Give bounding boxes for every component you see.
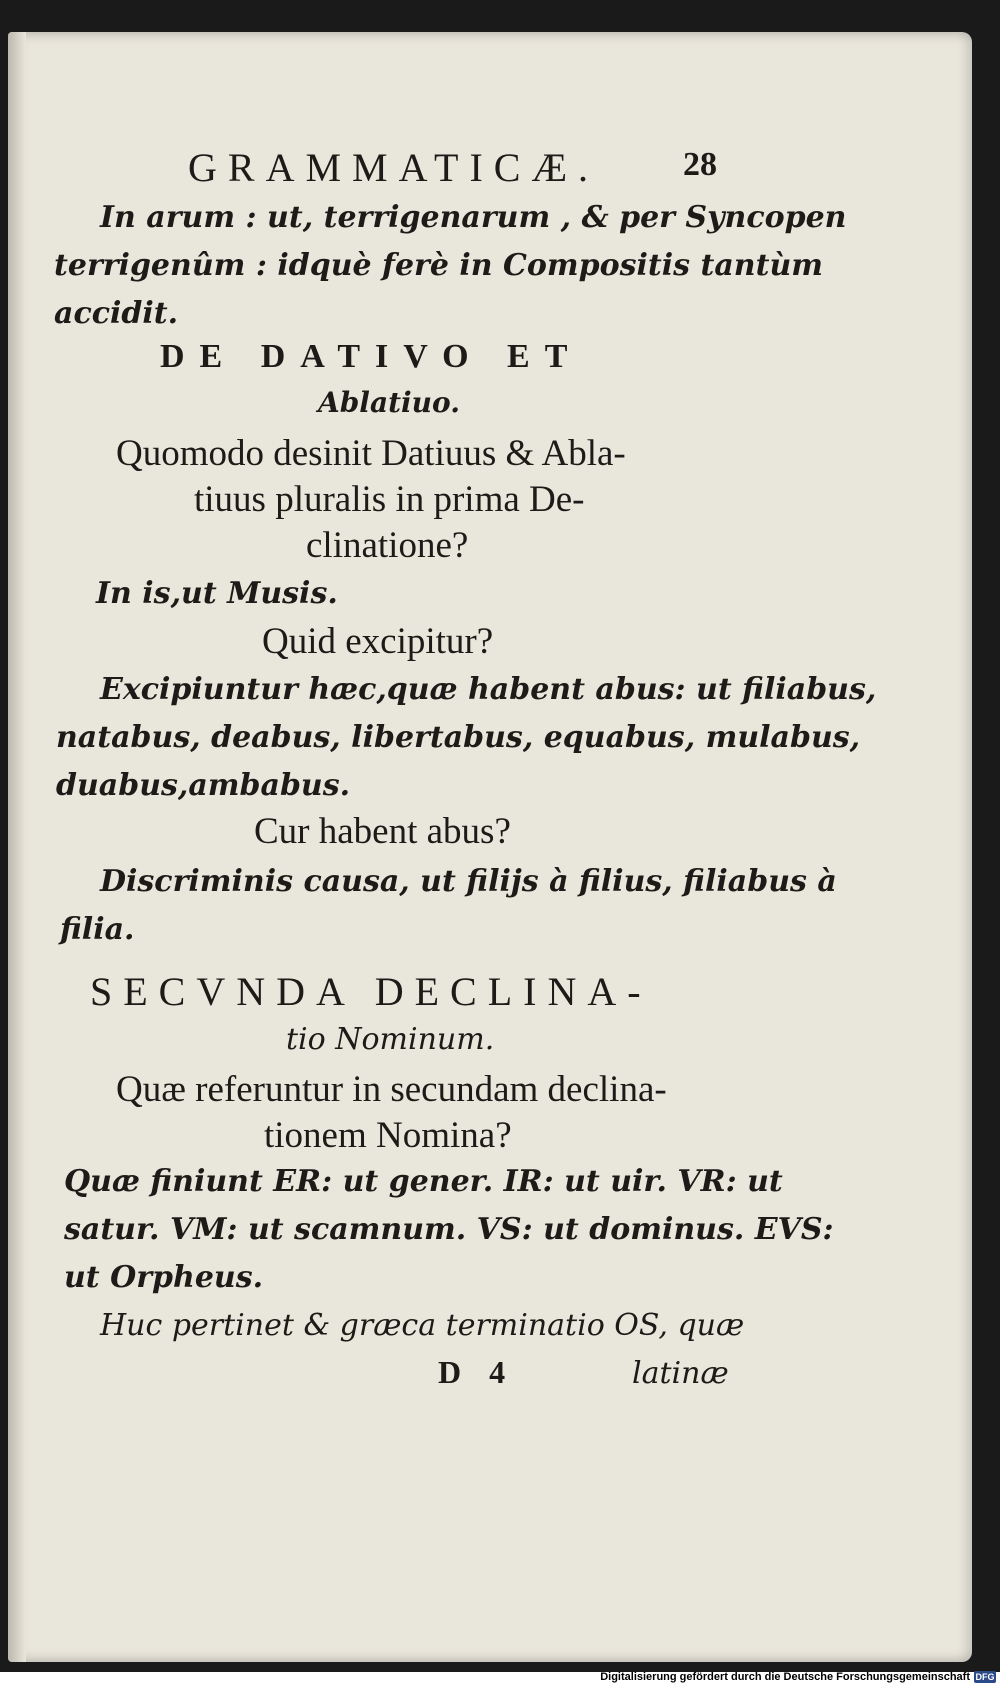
text-line-2: terrigenûm : idquè ferè in Compositis tantùm — [54, 248, 824, 283]
running-title: GRAMMATICÆ. — [188, 145, 600, 190]
section-subheading-nominum: tio Nominum. — [286, 1022, 495, 1057]
digitization-credit — [600, 1668, 996, 1686]
answer-4-line-1: Quæ finiunt ER: ut gener. IR: ut uir. VR: ut — [64, 1164, 783, 1199]
page-number: 28 — [683, 146, 717, 183]
answer-2-line-2: natabus, deabus, libertabus, equabus, mulabus, — [56, 720, 861, 755]
question-4-line-2: tionem Nomina? — [264, 1115, 512, 1156]
question-2: Quid excipitur? — [262, 621, 494, 662]
question-1-line-1: Quomodo desinit Datiuus & Abla- — [116, 433, 626, 474]
text-line-3: accidit. — [54, 296, 179, 331]
section-subheading-ablatiuo: Ablatiuo. — [318, 386, 460, 419]
answer-4-line-2: satur. VM: ut scamnum. VS: ut dominus. EVS: — [64, 1212, 834, 1247]
signature-mark: D 4 — [438, 1354, 516, 1390]
question-4-line-1: Quæ referuntur in secundam declina- — [116, 1069, 667, 1110]
answer-1: In is,ut Musis. — [96, 576, 338, 611]
credit-text: Digitalisierung gefördert durch die Deutsche Forschungsgemeinschaft — [600, 1671, 970, 1683]
answer-2-line-1: Excipiuntur hæc,quæ habent abus: ut filiabus, — [100, 672, 877, 707]
question-1-line-2: tiuus pluralis in prima De- — [194, 479, 585, 520]
answer-3-line-2: filia. — [60, 912, 135, 947]
question-3: Cur habent abus? — [254, 811, 511, 852]
page-gutter — [8, 32, 26, 1662]
section-heading-dativo: DE DATIVO ET — [160, 338, 583, 375]
answer-3-line-1: Discriminis causa, ut filijs à filius, filiabus à — [100, 864, 837, 899]
answer-4-line-3: ut Orpheus. — [64, 1260, 264, 1295]
question-1-line-3: clinatione? — [306, 525, 469, 566]
dfg-logo-icon: DFG — [975, 1672, 995, 1682]
book-page — [8, 32, 972, 1662]
text-line-1: In arum : ut, terrigenarum , & per Syncopen — [100, 200, 847, 235]
answer-5-line-1: Huc pertinet & græca terminatio OS, quæ — [100, 1308, 745, 1343]
catchword: latinæ — [632, 1356, 729, 1391]
answer-2-line-3: duabus,ambabus. — [56, 768, 351, 803]
section-heading-secunda: SECVNDA DECLINA- — [90, 969, 652, 1014]
